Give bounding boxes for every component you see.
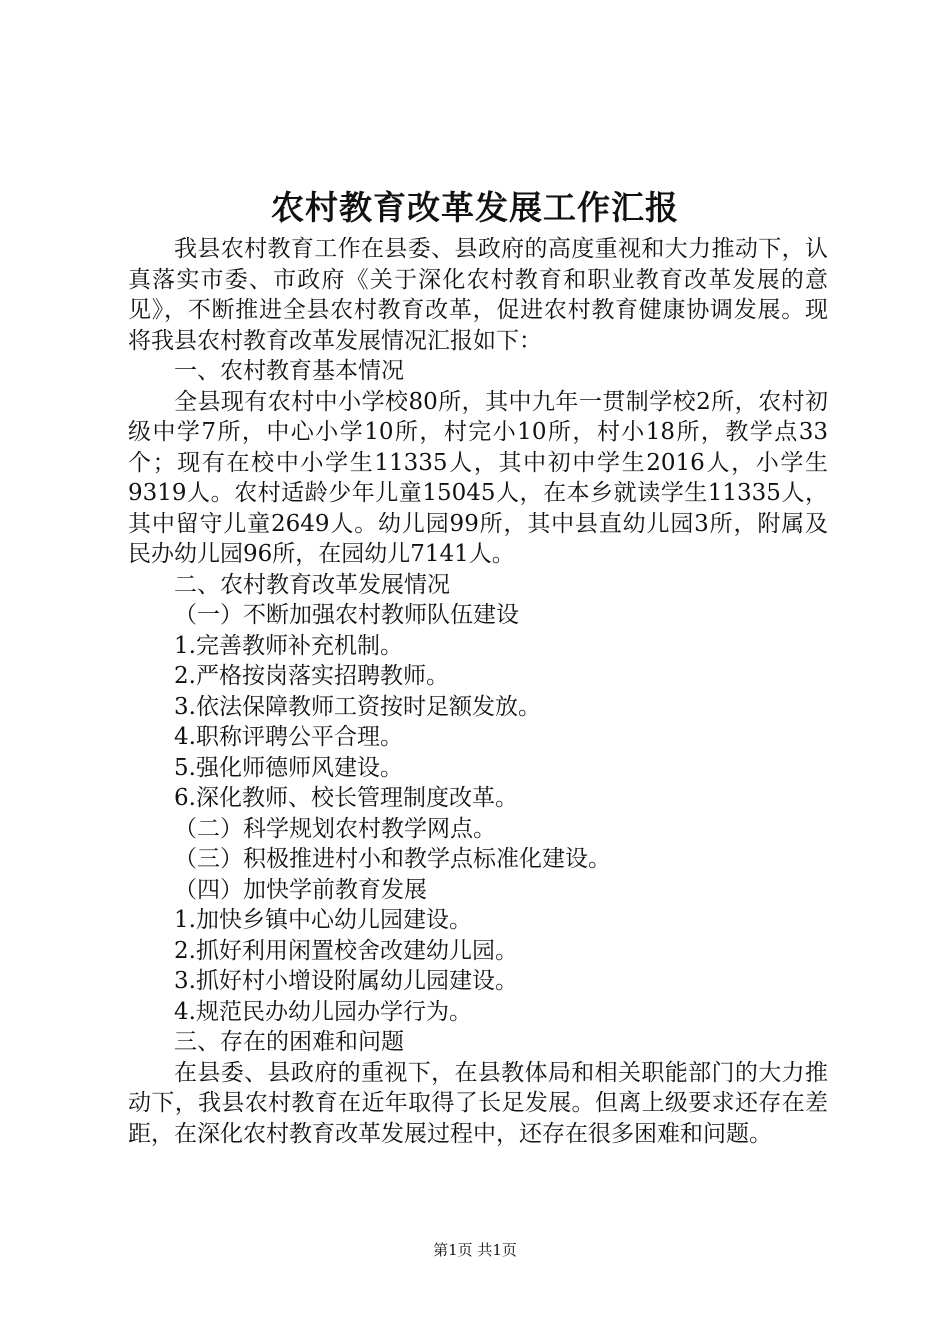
subsection-heading-2: （二）科学规划农村教学网点。 xyxy=(174,815,496,842)
document-title: 农村教育改革发展工作汇报 xyxy=(271,188,679,227)
list-item: 1.加快乡镇中心幼儿园建设。 xyxy=(174,907,472,933)
list-item: 2.严格按岗落实招聘教师。 xyxy=(174,663,449,689)
document-body xyxy=(128,234,828,1149)
list-item: 6.深化教师、校长管理制度改革。 xyxy=(174,785,518,811)
section-heading-1: 一、农村教育基本情况 xyxy=(174,358,404,384)
list-item: 3.抓好村小增设附属幼儿园建设。 xyxy=(174,968,518,994)
problems-paragraph: 在县委、县政府的重视下，在县教体局和相关职能部门的大力推动下，我县农村教育在近年取得了长足发展。但离上级要求还存在差距，在深化农村教育改革发展过程中，还存在很多困难和问题。 xyxy=(128,1059,828,1147)
subsection-heading-4: （四）加快学前教育发展 xyxy=(174,876,427,903)
list-item: 4.规范民办幼儿园办学行为。 xyxy=(174,998,472,1025)
section-heading-2: 二、农村教育改革发展情况 xyxy=(174,571,450,598)
intro-paragraph: 我县农村教育工作在县委、县政府的高度重视和大力推动下，认真落实市委、市政府《关于深化农村教育和职业教育改革发展的意见》，不断推进全县农村教育改革，促进农村教育健康协调发展。现将我县农村教育改革发展情况汇报如下： xyxy=(128,236,828,354)
list-item: 4.职称评聘公平合理。 xyxy=(174,724,403,750)
list-item: 2.抓好利用闲置校舍改建幼儿园。 xyxy=(174,937,518,964)
basic-situation-paragraph: 全县现有农村中小学校80所，其中九年一贯制学校2所，农村初级中学7所，中心小学10所，村完小10所，村小18所，教学点33个；现有在校中小学生11335人，其中初中学生2016人，小学生9319人。农村适龄少年儿童15045人，在本乡就读学生11335人，其中留守儿童2649人。幼儿园99所，其中县直幼儿园3所，附属及民办幼儿园96所，在园幼儿7141人。 xyxy=(128,388,828,567)
list-item: 1.完善教师补充机制。 xyxy=(174,632,403,659)
subsection-heading-3: （三）积极推进村小和教学点标准化建设。 xyxy=(174,846,611,872)
list-item: 5.强化师德师风建设。 xyxy=(174,754,403,781)
subsection-heading-1: （一）不断加强农村教师队伍建设 xyxy=(174,602,519,628)
list-item: 3.依法保障教师工资按时足额发放。 xyxy=(174,693,541,720)
page-footer: 第1页 共1页 xyxy=(433,1241,517,1259)
section-heading-3: 三、存在的困难和问题 xyxy=(174,1029,404,1055)
